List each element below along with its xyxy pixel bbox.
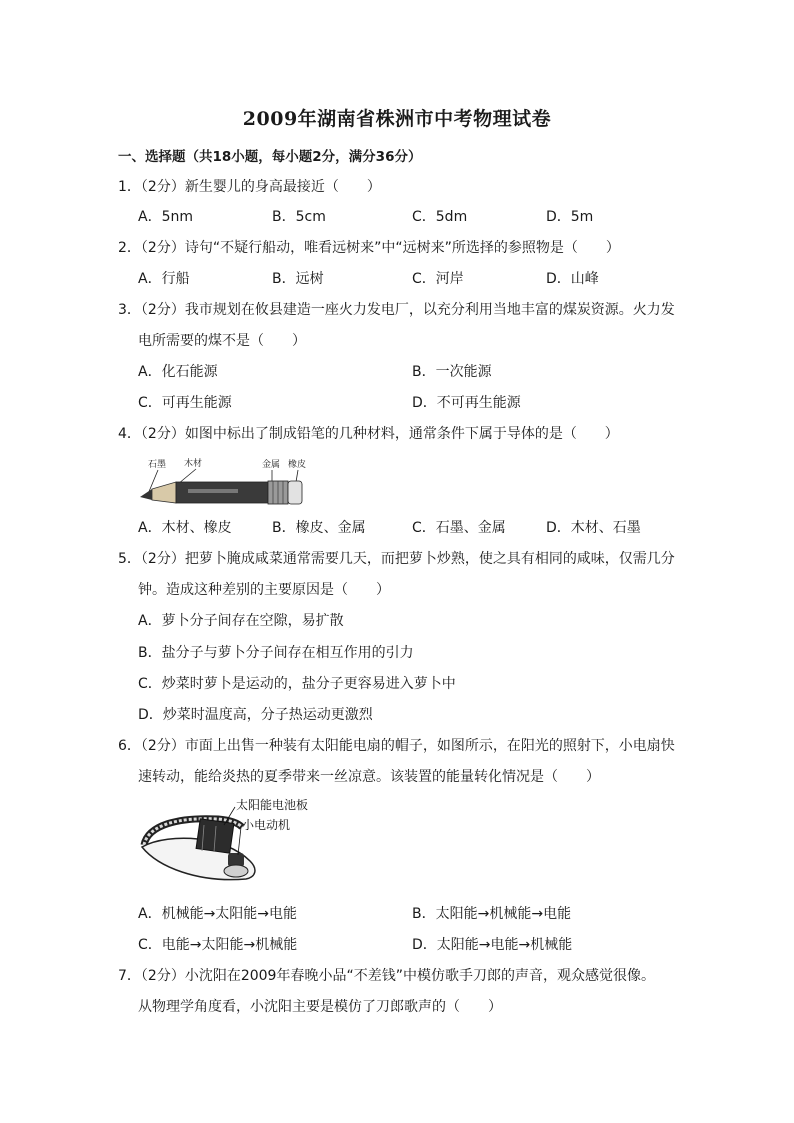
q6-option-b: B．太阳能→机械能→电能 [412, 906, 572, 922]
q3-option-c: C．可再生能源 [138, 395, 232, 411]
q5-option-c: C．炒菜时萝卜是运动的，盐分子更容易进入萝卜中 [138, 676, 456, 692]
label-wood: 木材 [184, 459, 203, 469]
question-1-stem: 1．（2分）新生婴儿的身高最接近（ ） [118, 179, 381, 195]
q2-option-a: A．行船 [138, 271, 190, 287]
q2-option-b: B．远树 [272, 271, 324, 287]
q3-option-d: D．不可再生能源 [412, 395, 521, 411]
q1-option-b: B．5cm [272, 209, 326, 225]
q1-option-c: C．5dm [412, 209, 468, 225]
q4-option-c: C．石墨、金属 [412, 520, 506, 536]
solar-fan-hat-figure [138, 797, 309, 889]
label-solar-panel: 太阳能电池板 [236, 798, 309, 812]
q2-option-c: C．河岸 [412, 271, 464, 287]
q2-option-d: D．山峰 [546, 271, 599, 287]
q4-option-d: D．木材、石墨 [546, 520, 641, 536]
pencil-figure [138, 456, 318, 506]
question-3-stem: 3．（2分）我市规划在攸县建造一座火力发电厂，以充分利用当地丰富的煤炭资源。火力发 [118, 302, 675, 318]
q1-option-a: A．5nm [138, 209, 193, 225]
question-2-stem: 2．（2分）诗句“不疑行船动，唯看远树来”中“远树来”所选择的参照物是（ ） [118, 240, 620, 256]
page-title: 2009年湖南省株洲市中考物理试卷 [242, 108, 552, 130]
label-small-motor: 小电动机 [242, 818, 291, 832]
q4-option-b: B．橡皮、金属 [272, 520, 366, 536]
q3-option-b: B．一次能源 [412, 364, 492, 380]
question-7-stem: 7．（2分）小沈阳在2009年春晚小品“不差钱”中模仿歌手刀郎的声音，观众感觉很像。 [118, 968, 655, 984]
q1-option-d: D．5m [546, 209, 594, 225]
question-4-stem: 4．（2分）如图中标出了制成铅笔的几种材料，通常条件下属于导体的是（ ） [118, 426, 619, 442]
question-6-stem: 6．（2分）市面上出售一种装有太阳能电扇的帽子，如图所示，在阳光的照射下，小电扇快 [118, 738, 675, 754]
section-heading: 一、选择题（共18小题，每小题2分，满分36分） [118, 149, 422, 165]
question-5-stem: 5．（2分）把萝卜腌成咸菜通常需要几天，而把萝卜炒熟，使之具有相同的咸味，仅需几分 [118, 551, 675, 567]
q6-option-c: C．电能→太阳能→机械能 [138, 937, 298, 953]
q5-option-b: B．盐分子与萝卜分子间存在相互作用的引力 [138, 645, 414, 661]
label-graphite: 石墨 [148, 460, 167, 470]
q4-option-a: A．木材、橡皮 [138, 520, 232, 536]
q5-option-d: D．炒菜时温度高，分子热运动更激烈 [138, 707, 373, 723]
question-7-stem-cont: 从物理学角度看，小沈阳主要是模仿了刀郎歌声的（ ） [138, 999, 502, 1015]
question-3-stem-cont: 电所需要的煤不是（ ） [138, 333, 306, 349]
q6-option-a: A．机械能→太阳能→电能 [138, 906, 298, 922]
question-5-stem-cont: 钟。造成这种差别的主要原因是（ ） [138, 582, 390, 598]
q6-option-d: D．太阳能→电能→机械能 [412, 937, 573, 953]
label-eraser: 橡皮 [288, 460, 307, 470]
q3-option-a: A．化石能源 [138, 364, 218, 380]
question-6-stem-cont: 速转动，能给炎热的夏季带来一丝凉意。该装置的能量转化情况是（ ） [138, 769, 600, 785]
label-metal: 金属 [262, 460, 281, 470]
q5-option-a: A．萝卜分子间存在空隙，易扩散 [138, 613, 344, 629]
